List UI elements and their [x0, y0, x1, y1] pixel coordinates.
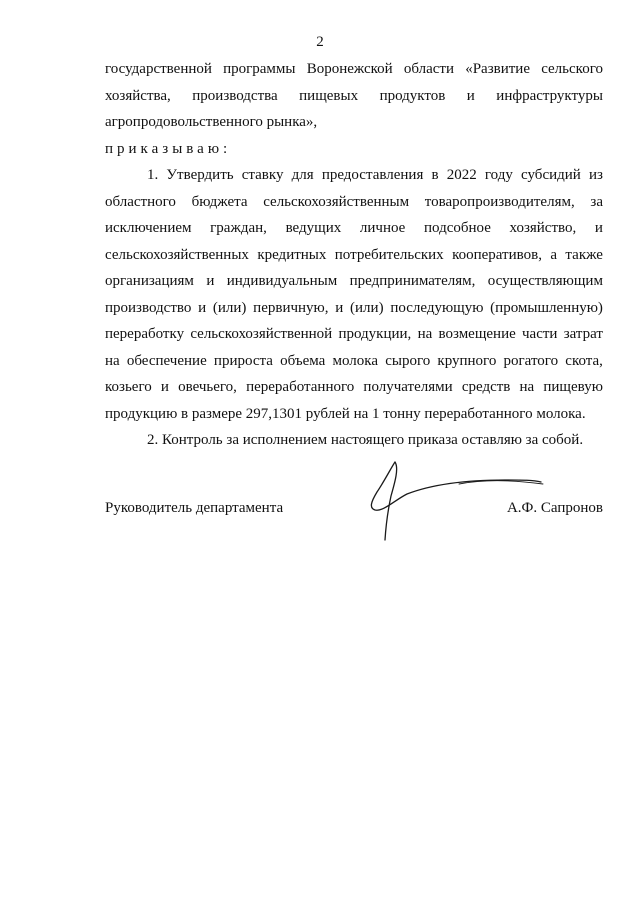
word: производство	[105, 299, 192, 316]
word: потребительских	[334, 246, 444, 263]
word: пищевых	[299, 87, 359, 104]
word: «Развитие	[465, 61, 530, 77]
text-line	[105, 295, 603, 322]
word: областного	[105, 193, 176, 210]
text-line	[105, 321, 603, 348]
text-line	[105, 268, 603, 295]
word: (или)	[350, 299, 384, 316]
word: на	[519, 379, 535, 395]
text-line	[105, 215, 603, 242]
text-line	[105, 109, 603, 136]
word: инфраструктуры	[496, 87, 603, 104]
word: овечьего,	[178, 379, 237, 395]
word: и	[335, 299, 344, 316]
document-body	[105, 56, 603, 454]
word: а	[550, 246, 558, 263]
word: последующую	[390, 299, 484, 316]
text-line	[105, 162, 603, 189]
word: организациям	[105, 273, 194, 289]
word: Воронежской	[306, 61, 393, 77]
word: предоставления	[321, 167, 424, 183]
word: получателями	[363, 379, 453, 395]
word: индивидуальным	[226, 273, 338, 289]
word: кооперативов,	[452, 246, 542, 263]
text-line	[105, 401, 603, 428]
word: и	[594, 220, 603, 236]
word: хозяйства,	[105, 87, 171, 104]
word: сырого	[385, 352, 431, 369]
word: исключением	[105, 220, 192, 236]
page-number: 2	[316, 34, 324, 50]
word: рогатого	[503, 352, 559, 369]
word: на	[417, 326, 433, 342]
word: году	[484, 167, 513, 183]
word: товаропроизводителям,	[424, 193, 575, 210]
text-line	[105, 374, 603, 401]
text-line	[105, 348, 603, 375]
word: субсидий	[521, 167, 581, 183]
word: части	[522, 326, 558, 342]
text-line	[105, 83, 603, 110]
text-line	[105, 56, 603, 83]
order-word	[105, 136, 603, 163]
word: на	[105, 352, 120, 369]
word: граждан,	[210, 220, 267, 236]
word: хозяйство,	[509, 220, 577, 236]
word: продуктов	[379, 87, 446, 104]
word: программы	[223, 61, 296, 77]
word: продукцию в размере 297,1301 рублей на 1 тонну переработанного молока.	[105, 405, 586, 422]
word: сельскохозяйственным	[263, 193, 410, 210]
word: и	[160, 379, 169, 395]
word: кредитных	[257, 246, 327, 263]
word: (промышленную)	[490, 299, 603, 316]
word: переработанного	[246, 379, 355, 395]
word: подсобное	[423, 220, 491, 236]
word: возмещение	[438, 326, 516, 342]
word: приказываю:	[105, 140, 232, 157]
word: пищевую	[543, 379, 603, 395]
word: первичную,	[253, 299, 329, 316]
word: и	[198, 299, 207, 316]
text-line	[105, 242, 603, 269]
signer-position: Руководитель департамента	[105, 500, 284, 516]
word: за	[590, 193, 603, 210]
word: области	[403, 61, 455, 77]
word: 1.	[147, 167, 159, 183]
word: переработку	[105, 326, 185, 342]
word: затрат	[563, 326, 603, 342]
word: сельскохозяйственных	[105, 246, 249, 263]
word: из	[588, 167, 603, 183]
word: (или)	[212, 299, 247, 316]
word: производства	[192, 87, 278, 104]
signature-block	[105, 500, 603, 522]
word: объема	[280, 352, 326, 369]
word: сельскохозяйственной	[190, 326, 333, 342]
word: 2022	[446, 167, 477, 183]
word: крупного	[437, 352, 497, 369]
word: в	[431, 167, 439, 183]
word: ведущих	[285, 220, 342, 236]
word: ставку	[241, 167, 284, 183]
word: 2. Контроль за исполнением настоящего приказа оставляю за собой.	[147, 432, 584, 448]
word: государственной	[105, 61, 212, 77]
word: агропродовольственного рынка»,	[105, 114, 318, 130]
word: прироста	[213, 352, 273, 369]
word: и	[206, 273, 215, 289]
word: бюджета	[191, 193, 248, 210]
word: для	[291, 167, 314, 183]
word: обеспечение	[126, 352, 207, 369]
word: средств	[461, 379, 511, 395]
signer-name: А.Ф. Сапронов	[506, 500, 603, 516]
word: и	[466, 87, 475, 104]
text-line	[105, 427, 603, 454]
text-line	[105, 189, 603, 216]
word: козьего	[105, 379, 152, 395]
word: предпринимателям,	[349, 273, 476, 289]
word: осуществляющим	[487, 273, 603, 289]
word: сельского	[541, 61, 603, 77]
word: молока	[332, 352, 379, 369]
word: скота,	[565, 352, 603, 369]
word: продукции,	[338, 326, 412, 342]
word: Утвердить	[166, 167, 234, 183]
word: также	[565, 246, 603, 263]
word: личное	[359, 220, 406, 236]
